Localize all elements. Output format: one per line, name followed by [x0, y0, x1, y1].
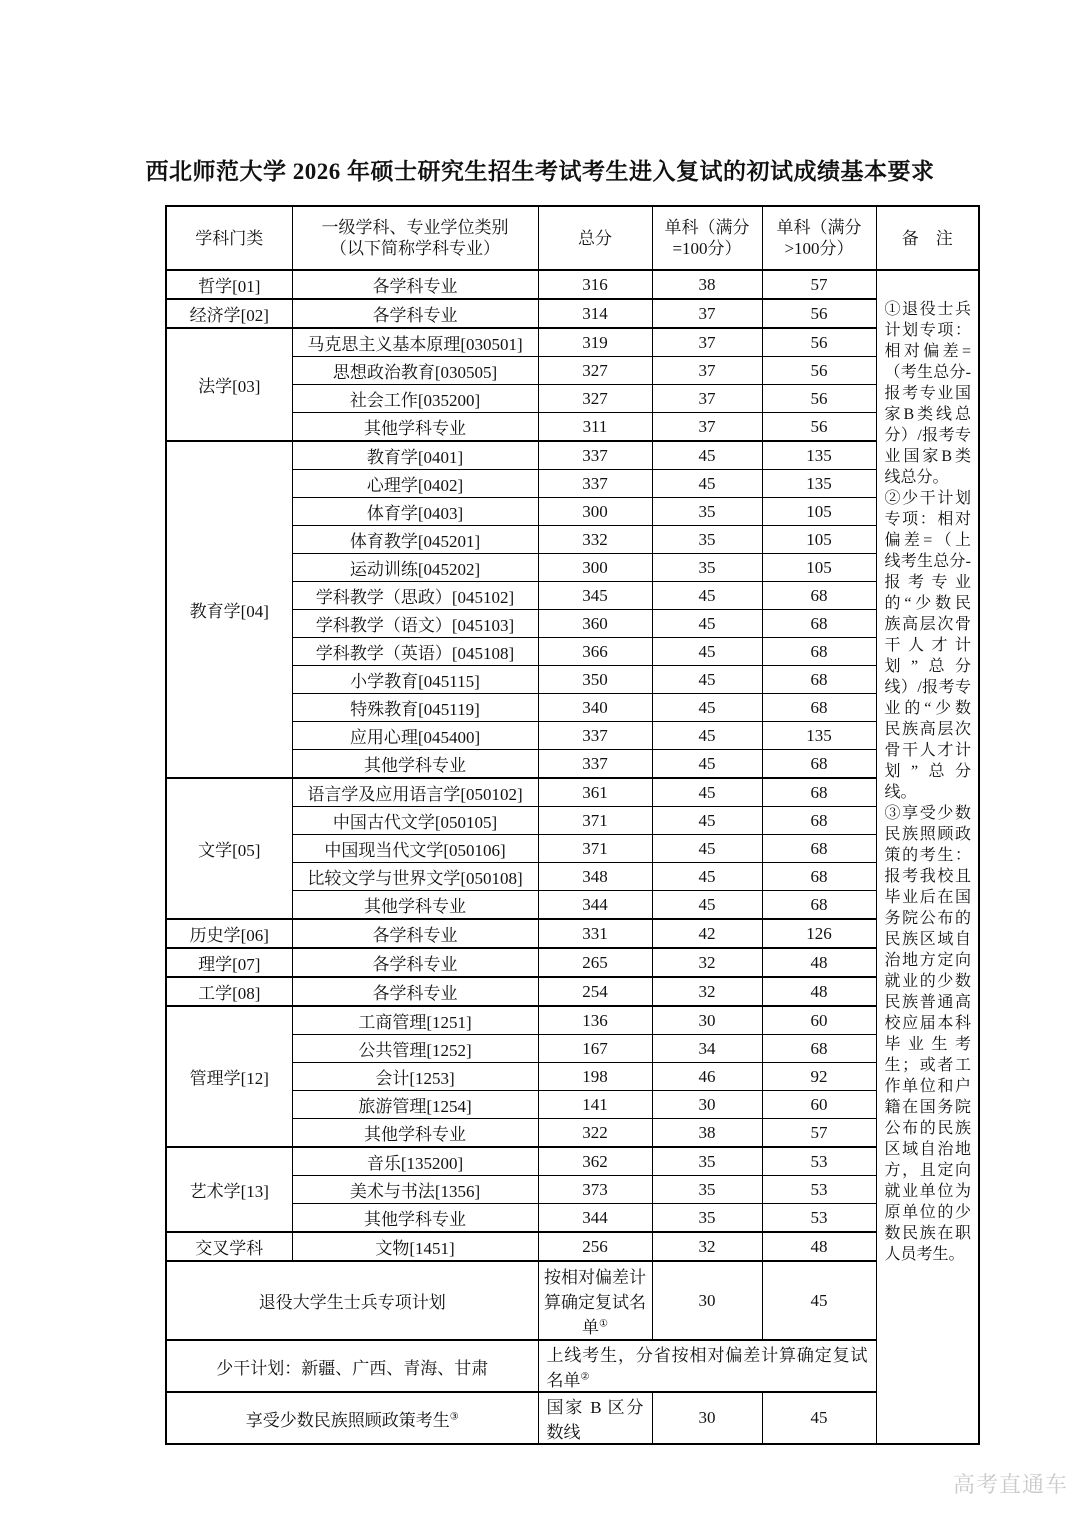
- discipline-cell: 文物[1451]: [292, 1232, 538, 1261]
- remark-paragraph: ①退役士兵计划专项：相对偏差=（考生总分-报考专业国家B类线总分）/报考专业国家B类线总分。: [884, 301, 971, 486]
- total-score-cell: 300: [538, 554, 652, 582]
- discipline-cell: 其他学科专业: [292, 891, 538, 920]
- subject-over100-cell: 48: [762, 1232, 876, 1261]
- subject-over100-cell: 53: [762, 1176, 876, 1204]
- subject100-cell: 37: [652, 413, 762, 442]
- subject-over100-cell: 56: [762, 357, 876, 385]
- subject100-cell: 38: [652, 270, 762, 299]
- subject100-cell: 30: [652, 1392, 762, 1444]
- total-score-cell: 362: [538, 1147, 652, 1176]
- footnote-marker: ③: [449, 1410, 459, 1422]
- subject100-cell: 45: [652, 694, 762, 722]
- category-cell: 文学[05]: [166, 778, 292, 919]
- subject100-cell: 32: [652, 977, 762, 1006]
- subject-over100-cell: 48: [762, 977, 876, 1006]
- category-cell: 哲学[01]: [166, 270, 292, 299]
- total-score-cell: 344: [538, 1204, 652, 1233]
- total-score-cell: 319: [538, 328, 652, 357]
- subject-over100-cell: 68: [762, 807, 876, 835]
- discipline-cell: 小学教育[045115]: [292, 666, 538, 694]
- discipline-cell: 体育教学[045201]: [292, 526, 538, 554]
- discipline-cell: 其他学科专业: [292, 413, 538, 442]
- discipline-cell: 比较文学与世界文学[050108]: [292, 863, 538, 891]
- subject100-cell: 45: [652, 891, 762, 920]
- subject-over100-cell: 57: [762, 270, 876, 299]
- total-score-cell: 348: [538, 863, 652, 891]
- discipline-cell: 马克思主义基本原理[030501]: [292, 328, 538, 357]
- total-score-cell: 按相对偏差计算确定复试名单①: [538, 1261, 652, 1340]
- total-score-cell: 371: [538, 807, 652, 835]
- discipline-cell: 其他学科专业: [292, 1119, 538, 1148]
- total-score-cell: 337: [538, 722, 652, 750]
- subject100-cell: 45: [652, 807, 762, 835]
- table-row: [166, 299, 979, 328]
- total-score-cell: 345: [538, 582, 652, 610]
- discipline-cell: 各学科专业: [292, 977, 538, 1006]
- page-title: 西北师范大学 2026 年硕士研究生招生考试考生进入复试的初试成绩基本要求: [145, 159, 935, 184]
- table-row: [166, 1147, 979, 1176]
- total-score-cell: 361: [538, 778, 652, 807]
- subject-over100-cell: 56: [762, 413, 876, 442]
- discipline-cell: 特殊教育[045119]: [292, 694, 538, 722]
- remark-paragraph: ②少干计划专项：相对偏差=（上线考生总分-报考专业的“少数民族高层次骨干人才计划”总分线）/报考专业的“少数民族高层次骨干人才计划”总分线。: [884, 490, 971, 801]
- discipline-cell: 工商管理[1251]: [292, 1006, 538, 1035]
- total-score-cell: 337: [538, 470, 652, 498]
- special-label-cell: 少干计划：新疆、广西、青海、甘肃: [166, 1340, 538, 1392]
- subject100-cell: 37: [652, 328, 762, 357]
- footnote-marker: ②: [580, 1371, 590, 1383]
- subject-over100-cell: 105: [762, 554, 876, 582]
- total-score-cell: 322: [538, 1119, 652, 1148]
- total-score-cell: 332: [538, 526, 652, 554]
- subject100-cell: 45: [652, 582, 762, 610]
- category-cell: 艺术学[13]: [166, 1147, 292, 1232]
- subject100-cell: 35: [652, 498, 762, 526]
- remark-paragraph: ③享受少数民族照顾政策的考生：报考我校且毕业后在国务院公布的民族区域自治地方定向就业的少数民族普通高校应届本科毕业生考生；或者工作单位和户籍在国务院公布的民族区域自治地方，且定向就业单位为原单位的少数民族在职人员考生。: [884, 805, 971, 1263]
- total-score-cell: 337: [538, 441, 652, 470]
- total-score-cell: 340: [538, 694, 652, 722]
- total-score-cell: 314: [538, 299, 652, 328]
- total-score-cell: 371: [538, 835, 652, 863]
- table-row: [166, 328, 979, 357]
- total-score-cell: 311: [538, 413, 652, 442]
- header-discipline: [292, 206, 538, 270]
- discipline-cell: 语言学及应用语言学[050102]: [292, 778, 538, 807]
- discipline-cell: 运动训练[045202]: [292, 554, 538, 582]
- total-score-cell: 256: [538, 1232, 652, 1261]
- discipline-cell: 公共管理[1252]: [292, 1035, 538, 1063]
- total-score-cell: 360: [538, 610, 652, 638]
- subject100-cell: 32: [652, 1232, 762, 1261]
- discipline-cell: 各学科专业: [292, 919, 538, 948]
- subject-over100-cell: 126: [762, 919, 876, 948]
- subject-over100-cell: 68: [762, 1035, 876, 1063]
- total-score-cell: 373: [538, 1176, 652, 1204]
- header-discipline-line2: （以下简称学科专业）: [330, 239, 500, 258]
- table-row: [166, 1261, 979, 1340]
- subject-over100-cell: 45: [762, 1261, 876, 1340]
- table-row: [166, 1392, 979, 1444]
- subject-over100-cell: 53: [762, 1204, 876, 1233]
- total-score-cell: 167: [538, 1035, 652, 1063]
- watermark: 高考直通车: [952, 1472, 1068, 1497]
- header-subject-gt100: 单科（满分>100分）: [762, 206, 876, 270]
- subject-over100-cell: 56: [762, 299, 876, 328]
- discipline-cell: 思想政治教育[030505]: [292, 357, 538, 385]
- total-score-cell: 350: [538, 666, 652, 694]
- subject-over100-cell: 68: [762, 891, 876, 920]
- subject-over100-cell: 48: [762, 948, 876, 977]
- subject-over100-cell: 92: [762, 1063, 876, 1091]
- subject100-cell: 45: [652, 750, 762, 779]
- total-score-cell: 327: [538, 385, 652, 413]
- subject100-cell: 34: [652, 1035, 762, 1063]
- total-score-cell: 327: [538, 357, 652, 385]
- table-body: [166, 270, 979, 1444]
- total-score-cell: 141: [538, 1091, 652, 1119]
- discipline-cell: 中国现当代文学[050106]: [292, 835, 538, 863]
- category-cell: 工学[08]: [166, 977, 292, 1006]
- subject-over100-cell: 45: [762, 1392, 876, 1444]
- discipline-cell: 体育学[0403]: [292, 498, 538, 526]
- header-subject-eq100: 单科（满分=100分）: [652, 206, 762, 270]
- discipline-cell: 旅游管理[1254]: [292, 1091, 538, 1119]
- subject100-cell: 35: [652, 1147, 762, 1176]
- header-remark: 备 注: [876, 206, 979, 270]
- subject100-cell: 35: [652, 1204, 762, 1233]
- discipline-cell: 其他学科专业: [292, 750, 538, 779]
- subject100-cell: 37: [652, 299, 762, 328]
- category-cell: 历史学[06]: [166, 919, 292, 948]
- subject100-cell: 38: [652, 1119, 762, 1148]
- subject-over100-cell: 68: [762, 638, 876, 666]
- remark-cell: [876, 270, 979, 1444]
- total-score-cell: 254: [538, 977, 652, 1006]
- subject100-cell: 45: [652, 778, 762, 807]
- total-score-cell: 331: [538, 919, 652, 948]
- subject-over100-cell: 53: [762, 1147, 876, 1176]
- subject-over100-cell: 68: [762, 750, 876, 779]
- table-row: [166, 977, 979, 1006]
- subject100-cell: 37: [652, 385, 762, 413]
- discipline-cell: 学科教学（思政）[045102]: [292, 582, 538, 610]
- discipline-cell: 各学科专业: [292, 270, 538, 299]
- category-cell: 教育学[04]: [166, 441, 292, 778]
- table-row: [166, 1006, 979, 1035]
- merged-note-cell: 上线考生，分省按相对偏差计算确定复试名单②: [538, 1340, 876, 1392]
- subject100-cell: 37: [652, 357, 762, 385]
- table-header: [166, 206, 979, 270]
- table-row: [166, 441, 979, 470]
- subject-over100-cell: 60: [762, 1091, 876, 1119]
- category-cell: 经济学[02]: [166, 299, 292, 328]
- score-table: [165, 205, 980, 1445]
- discipline-cell: 应用心理[045400]: [292, 722, 538, 750]
- header-discipline-line1: 一级学科、专业学位类别: [321, 218, 509, 237]
- subject-over100-cell: 68: [762, 694, 876, 722]
- total-score-cell: 344: [538, 891, 652, 920]
- subject-over100-cell: 135: [762, 470, 876, 498]
- category-cell: 管理学[12]: [166, 1006, 292, 1147]
- table-row: [166, 270, 979, 299]
- subject100-cell: 42: [652, 919, 762, 948]
- table-row: [166, 1340, 979, 1392]
- subject100-cell: 46: [652, 1063, 762, 1091]
- total-score-cell: 337: [538, 750, 652, 779]
- subject-over100-cell: 68: [762, 778, 876, 807]
- total-score-cell: 国家 B 区分数线: [538, 1392, 652, 1444]
- subject-over100-cell: 56: [762, 385, 876, 413]
- category-cell: 理学[07]: [166, 948, 292, 977]
- category-cell: 法学[03]: [166, 328, 292, 441]
- discipline-cell: 学科教学（语文）[045103]: [292, 610, 538, 638]
- subject-over100-cell: 68: [762, 582, 876, 610]
- discipline-cell: 中国古代文学[050105]: [292, 807, 538, 835]
- subject100-cell: 45: [652, 863, 762, 891]
- subject100-cell: 35: [652, 1176, 762, 1204]
- subject100-cell: 45: [652, 666, 762, 694]
- subject-over100-cell: 68: [762, 666, 876, 694]
- category-cell: 交叉学科: [166, 1232, 292, 1261]
- table-row: [166, 778, 979, 807]
- subject-over100-cell: 68: [762, 610, 876, 638]
- total-score-cell: 300: [538, 498, 652, 526]
- subject100-cell: 30: [652, 1261, 762, 1340]
- subject100-cell: 45: [652, 610, 762, 638]
- discipline-cell: 音乐[135200]: [292, 1147, 538, 1176]
- subject100-cell: 45: [652, 722, 762, 750]
- subject100-cell: 35: [652, 554, 762, 582]
- subject100-cell: 45: [652, 470, 762, 498]
- table-row: [166, 919, 979, 948]
- discipline-cell: 美术与书法[1356]: [292, 1176, 538, 1204]
- subject-over100-cell: 105: [762, 498, 876, 526]
- header-subject-category: 学科门类: [166, 206, 292, 270]
- subject100-cell: 35: [652, 526, 762, 554]
- total-score-cell: 366: [538, 638, 652, 666]
- discipline-cell: 心理学[0402]: [292, 470, 538, 498]
- footnote-marker: ①: [599, 1318, 608, 1330]
- subject100-cell: 45: [652, 638, 762, 666]
- discipline-cell: 其他学科专业: [292, 1204, 538, 1233]
- subject-over100-cell: 56: [762, 328, 876, 357]
- subject-over100-cell: 135: [762, 722, 876, 750]
- discipline-cell: 各学科专业: [292, 299, 538, 328]
- discipline-cell: 会计[1253]: [292, 1063, 538, 1091]
- total-score-cell: 198: [538, 1063, 652, 1091]
- special-label-cell: 退役大学生士兵专项计划: [166, 1261, 538, 1340]
- subject100-cell: 30: [652, 1006, 762, 1035]
- subject-over100-cell: 105: [762, 526, 876, 554]
- discipline-cell: 各学科专业: [292, 948, 538, 977]
- discipline-cell: 学科教学（英语）[045108]: [292, 638, 538, 666]
- subject-over100-cell: 57: [762, 1119, 876, 1148]
- header-total-score: 总分: [538, 206, 652, 270]
- subject-over100-cell: 68: [762, 863, 876, 891]
- table-row: [166, 1232, 979, 1261]
- special-label-cell: 享受少数民族照顾政策考生③: [166, 1392, 538, 1444]
- total-score-cell: 136: [538, 1006, 652, 1035]
- subject100-cell: 32: [652, 948, 762, 977]
- discipline-cell: 教育学[0401]: [292, 441, 538, 470]
- subject100-cell: 45: [652, 441, 762, 470]
- table-row: [166, 948, 979, 977]
- header-row: [166, 206, 979, 270]
- subject-over100-cell: 60: [762, 1006, 876, 1035]
- subject100-cell: 30: [652, 1091, 762, 1119]
- discipline-cell: 社会工作[035200]: [292, 385, 538, 413]
- subject-over100-cell: 68: [762, 835, 876, 863]
- total-score-cell: 316: [538, 270, 652, 299]
- total-score-cell: 265: [538, 948, 652, 977]
- subject100-cell: 45: [652, 835, 762, 863]
- subject-over100-cell: 135: [762, 441, 876, 470]
